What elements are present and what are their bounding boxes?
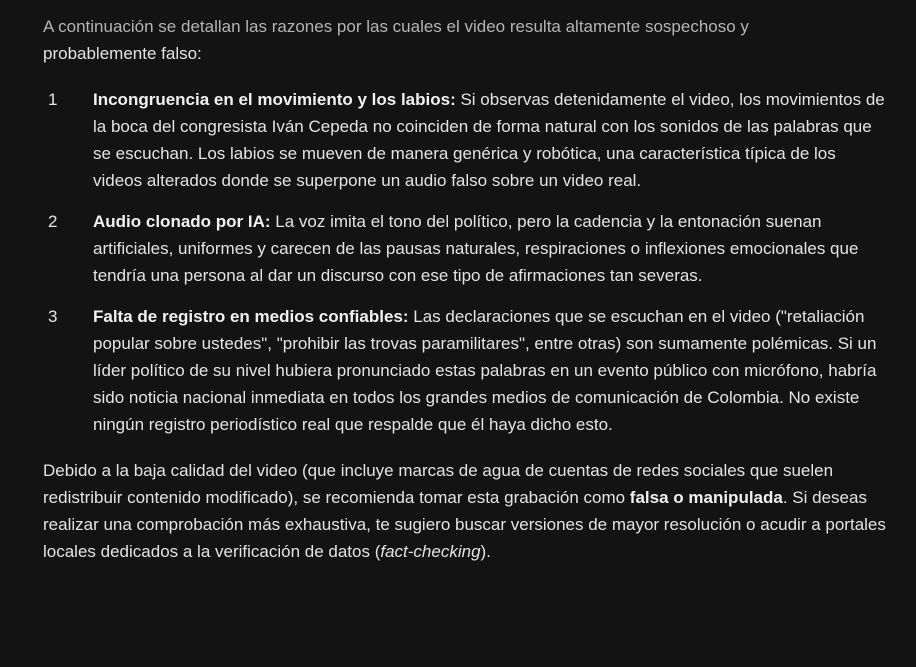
list-item-title: Incongruencia en el movimiento y los labios: [93,90,456,109]
list-item-title: Audio clonado por IA: [93,212,271,231]
list-item-number: 2 [48,212,58,231]
list-item-title: Falta de registro en medios confiables: [93,307,409,326]
list-item-number: 1 [48,90,58,109]
conclusion-text-3: ). [480,542,491,561]
list-item-text: Si observas detenidamente el video, los movimientos de la boca del congresista Iván Cepeda no coinciden de forma natural con los sonidos de las palabras que se escuchan. Los labios se mueven de manera genérica y robótica, una característica típica de los videos alterados donde se superpone un audio falso sobre un video real. [93,90,885,190]
list-item-text: La voz imita el tono del político, pero la cadencia y la entonación suenan artificiales, uniformes y carecen de las pausas naturales, respiraciones o inflexiones emocionales que tendría una persona al dar un discurso con ese tipo de afirmaciones tan severas. [93,212,859,285]
conclusion-text-1: Debido a la baja calidad del video (que incluye marcas de agua de cuentas de redes sociales que suelen redistribuir contenido modificado), se recomienda tomar esta grabación como [43,461,834,507]
conclusion-verdict: falsa o manipulada [629,488,783,507]
list-item-number: 3 [48,307,58,326]
list-item [43,86,886,194]
list-item-text: Las declaraciones que se escuchan en el video ("retaliación popular sobre ustedes", "prohibir las trovas paramilitares", entre otras) son sumamente polémicas. Si un líder político de su nivel hubiera pronunciado estas palabras en un evento público con micrófono, habría sido noticia nacional inmediata en todos los grandes medios de comunicación de Colombia. No existe ningún registro periodístico real que respalde que él haya dicho esto. [93,307,877,434]
conclusion-fact-checking: fact-checking [380,542,481,561]
intro-paragraph [43,13,886,67]
list-item [43,303,886,438]
list-item [43,208,886,289]
reasons-list [43,86,886,438]
conclusion-paragraph [43,457,886,565]
conclusion-text-2: . Si deseas realizar una comprobación más exhaustiva, te sugiero buscar versiones de mayor resolución o acudir a portales locales dedicados a la verificación de datos ( [43,488,886,561]
intro-faded-text: A continuación se detallan las razones por las cuales el video resulta altamente sospechoso y [43,17,749,36]
intro-text: probablemente falso: [43,44,202,63]
